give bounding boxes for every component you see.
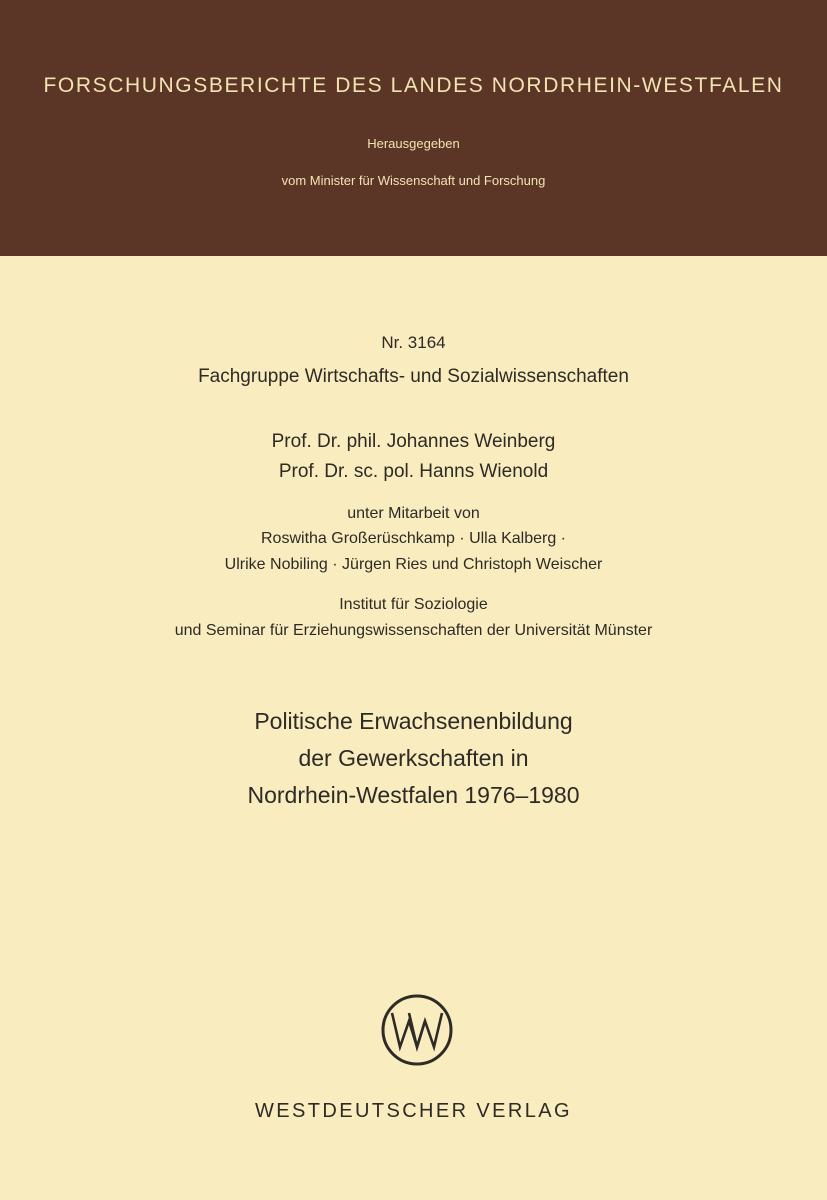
author-1: Prof. Dr. phil. Johannes Weinberg	[271, 431, 556, 452]
editor-line: vom Minister für Wissenschaft und Forschung	[281, 173, 546, 188]
edited-by-label: Herausgegeben	[367, 136, 460, 151]
series-title: FORSCHUNGSBERICHTE DES LANDES NORDRHEIN-WESTFALEN	[43, 74, 784, 97]
author-2: Prof. Dr. sc. pol. Hanns Wienold	[278, 461, 549, 482]
report-number: Nr. 3164	[381, 333, 446, 352]
westdeutscher-verlag-ww-logo-icon	[380, 993, 454, 1067]
institution-line-1: Institut für Soziologie	[339, 596, 488, 613]
collaborators-line-2: Ulrike Nobiling · Jürgen Ries und Christoph Weischer	[224, 556, 603, 573]
collaboration-intro: unter Mitarbeit von	[347, 505, 480, 522]
book-title-line-3: Nordrhein-Westfalen 1976–1980	[247, 782, 580, 808]
collaborators-line-1: Roswitha Großerüschkamp · Ulla Kalberg ·	[261, 530, 566, 547]
report-group: Fachgruppe Wirtschafts- und Sozialwissenschaften	[198, 366, 629, 387]
institution-line-2: und Seminar für Erziehungswissenschaften der Universität Münster	[174, 622, 653, 639]
book-title-line-2: der Gewerkschaften in	[298, 745, 529, 771]
book-title-line-1: Politische Erwachsenenbildung	[254, 708, 573, 734]
publisher-name: WESTDEUTSCHER VERLAG	[255, 1100, 572, 1122]
series-header-band	[0, 0, 827, 256]
